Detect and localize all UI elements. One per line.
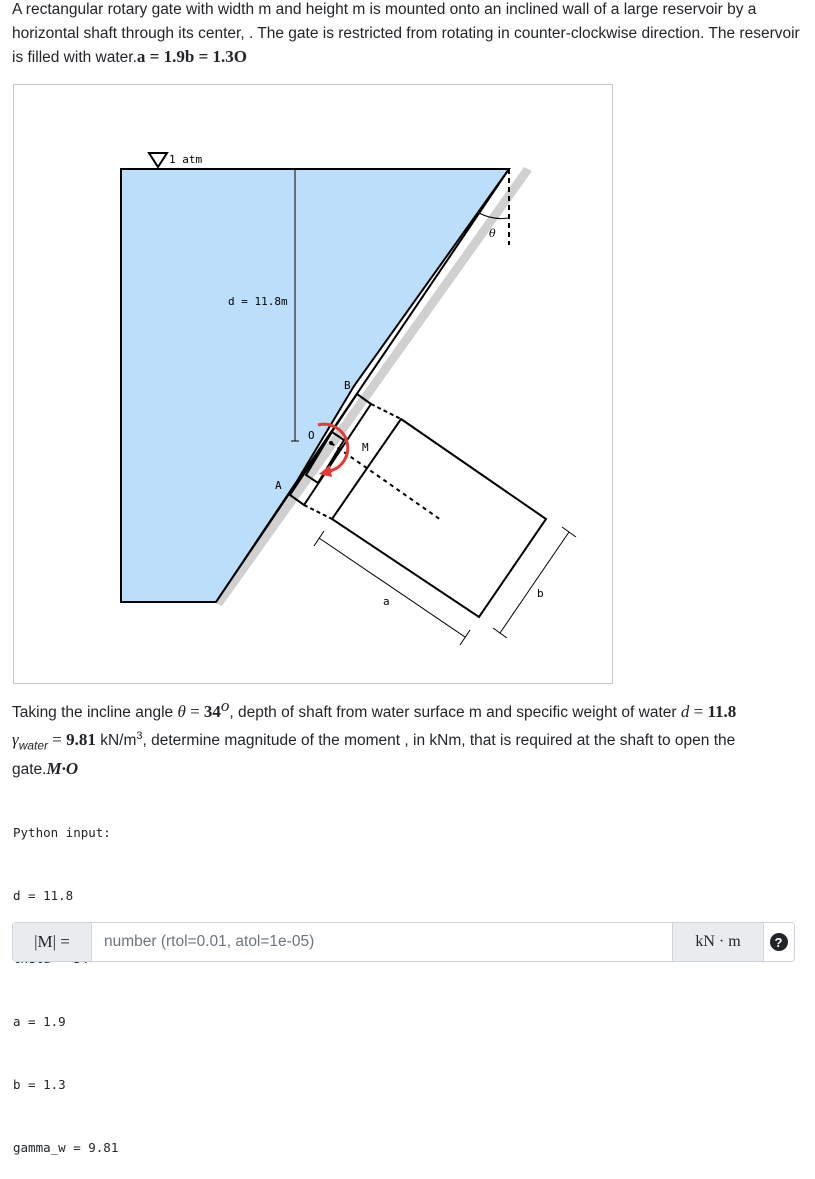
gamma-unit: kN/m [95, 731, 137, 749]
d-equals: = [689, 702, 708, 722]
atm-label: 1 atm [169, 153, 203, 166]
gamma-unit-exponent: 3 [136, 729, 143, 742]
python-line-b: b = 1.3 [13, 1077, 66, 1092]
theta-equals: = [185, 702, 204, 722]
question-text-2: , depth of shaft from water surface m and specific weight of water [229, 704, 681, 722]
dim-a-line [319, 538, 465, 637]
dim-b-tick-start [562, 527, 576, 537]
question-text-3: , determine magnitude of the moment , in kNm, that is required at the shaft to open the gate. [12, 731, 736, 779]
theta-label: θ [489, 227, 496, 240]
python-input-block [13, 780, 118, 1179]
dim-a-tick-start [314, 531, 324, 546]
question-text-1: Taking the incline angle [12, 704, 178, 722]
dim-a-tick-end [460, 630, 470, 645]
point-b-label: B [344, 379, 351, 392]
point-o-label: O [308, 429, 315, 442]
theta-degree: o [220, 696, 230, 715]
gamma-value: 9.81 [66, 729, 96, 749]
gamma-subscript: water [18, 737, 49, 752]
point-a-label: A [275, 479, 282, 492]
dim-b-line [500, 532, 569, 633]
free-surface-icon [149, 153, 167, 167]
point-m-label: M [362, 441, 369, 454]
gate-diagram-svg [14, 85, 614, 685]
intro-math: a = 1.9b = 1.3O [136, 47, 247, 66]
d-value: 11.8 [707, 702, 737, 722]
problem-intro [12, 0, 802, 70]
answer-input[interactable] [92, 923, 672, 961]
question-tail-math: M·O [46, 759, 79, 779]
gate-dashed-top [371, 404, 401, 419]
d-symbol: d [680, 702, 690, 722]
python-line-a: a = 1.9 [13, 1014, 66, 1029]
dim-a-label: a [383, 595, 390, 608]
water-region [121, 169, 509, 602]
python-line-d: d = 11.8 [13, 888, 74, 903]
help-button[interactable] [763, 923, 794, 961]
shaft-point [329, 441, 333, 445]
dim-b-tick-end [493, 628, 507, 638]
intro-text: A rectangular rotary gate with width m and height m is mounted onto an inclined wall of a large reservoir by a horizontal shaft through its center, . The gate is restricted from rotating in counter-clockwise direction. The reservoir is filled with water. [12, 1, 800, 66]
gate-diagram [13, 84, 613, 684]
gamma-equals: = [48, 729, 67, 749]
theta-symbol: θ [177, 702, 186, 722]
answer-input-group [12, 922, 795, 962]
answer-label: |M| = [13, 923, 92, 961]
theta-value: 34 [203, 702, 221, 722]
dim-b-label: b [537, 587, 544, 600]
gamma-symbol: γ [12, 729, 19, 749]
python-line-gamma: gamma_w = 9.81 [13, 1140, 119, 1155]
help-icon[interactable]: ? [770, 933, 788, 951]
python-header: Python input: [13, 825, 111, 840]
problem-question [12, 694, 802, 782]
answer-unit: kN · m [672, 923, 764, 961]
depth-label: d = 11.8m [228, 295, 288, 308]
gate-dashed-bottom [304, 505, 332, 519]
